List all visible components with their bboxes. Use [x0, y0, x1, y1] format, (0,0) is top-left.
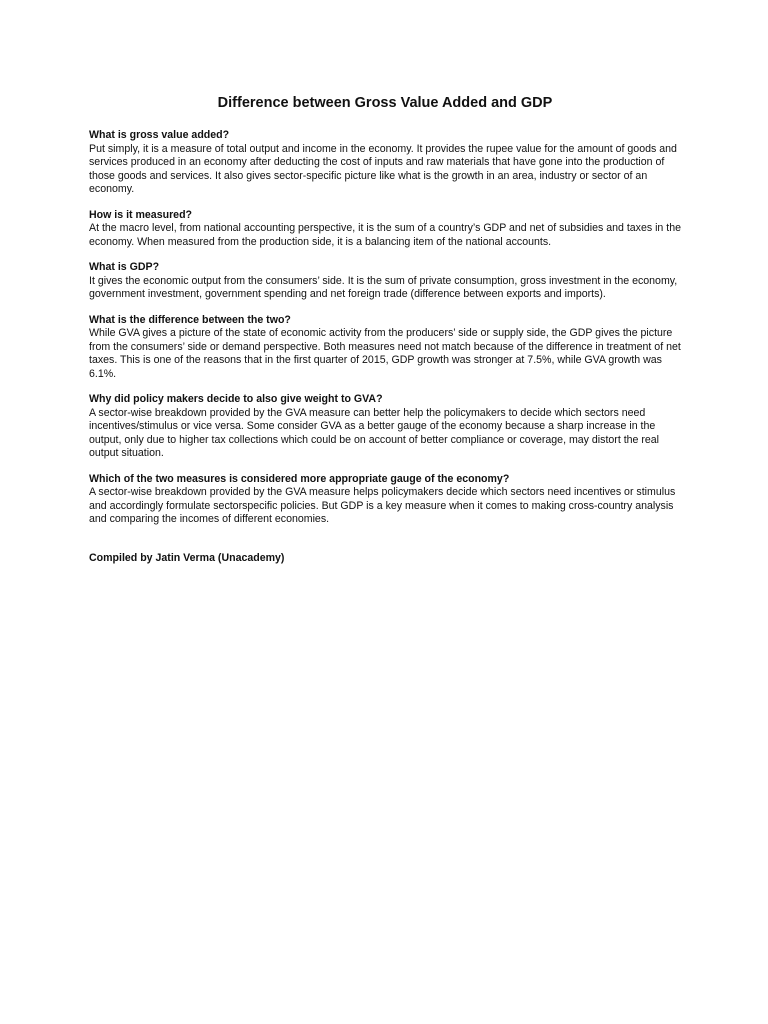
section-heading: Why did policy makers decide to also give weight to GVA?: [89, 393, 383, 405]
section-heading: Which of the two measures is considered more appropriate gauge of the economy?: [89, 472, 510, 485]
section-body: A sector-wise breakdown provided by the GVA measure can better help the policymakers to decide which sectors need incentives/stimulus or vice versa. Some consider GVA as a better gauge of the economy because a sharp increase in the output, only due to higher tax collections which could be on account of better compliance or coverage, may distort the real output situation.: [89, 406, 660, 459]
section-heading: What is GDP?: [89, 261, 160, 273]
section-body: While GVA gives a picture of the state of economic activity from the producers’ side or supply side, the GDP gives the picture from the consumers’ side or demand perspective. Both measures need not match because of the difference in treatment of net taxes. This is one of the reasons that in the first quarter of 2015, GDP growth was stronger at 7.5%, while GVA growth was 6.1%.: [89, 327, 681, 380]
document-title: Difference between Gross Value Added and GDP: [217, 95, 553, 111]
section-body: At the macro level, from national accounting perspective, it is the sum of a country’s GDP and net of subsidies and taxes in the economy. When measured from the production side, it is a balancing item of the national accounts.: [89, 222, 681, 248]
section-what-is-gva: [89, 129, 681, 197]
section-how-measured: [89, 209, 681, 250]
section-body: It gives the economic output from the consumers’ side. It is the sum of private consumption, gross investment in the economy, government investment, government spending and net foreign trade (difference between exports and imports).: [89, 274, 678, 300]
section-difference: [89, 314, 681, 382]
section-policy-weight: [89, 393, 681, 461]
document-page: [89, 94, 681, 565]
section-what-is-gdp: [89, 261, 681, 302]
section-appropriate-gauge: [89, 473, 681, 527]
section-body: A sector-wise breakdown provided by the GVA measure helps policymakers decide which sectors need incentives or stimulus and accordingly formulate sectorspecific policies. But GDP is a key measure when it comes to making cross-country analysis and comparing the incomes of different economies.: [89, 486, 676, 525]
section-heading: How is it measured?: [89, 208, 193, 221]
section-heading: What is the difference between the two?: [89, 313, 291, 326]
compiler-credit: Compiled by Jatin Verma (Unacademy): [89, 551, 285, 564]
section-body: Put simply, it is a measure of total output and income in the economy. It provides the rupee value for the amount of goods and services produced in an economy after deducting the cost of inputs and raw materials that have gone into the production of those goods and services. It also gives sector-specific picture like what is the growth in an area, industry or sector of an economy.: [89, 142, 677, 195]
section-heading: What is gross value added?: [89, 129, 230, 141]
